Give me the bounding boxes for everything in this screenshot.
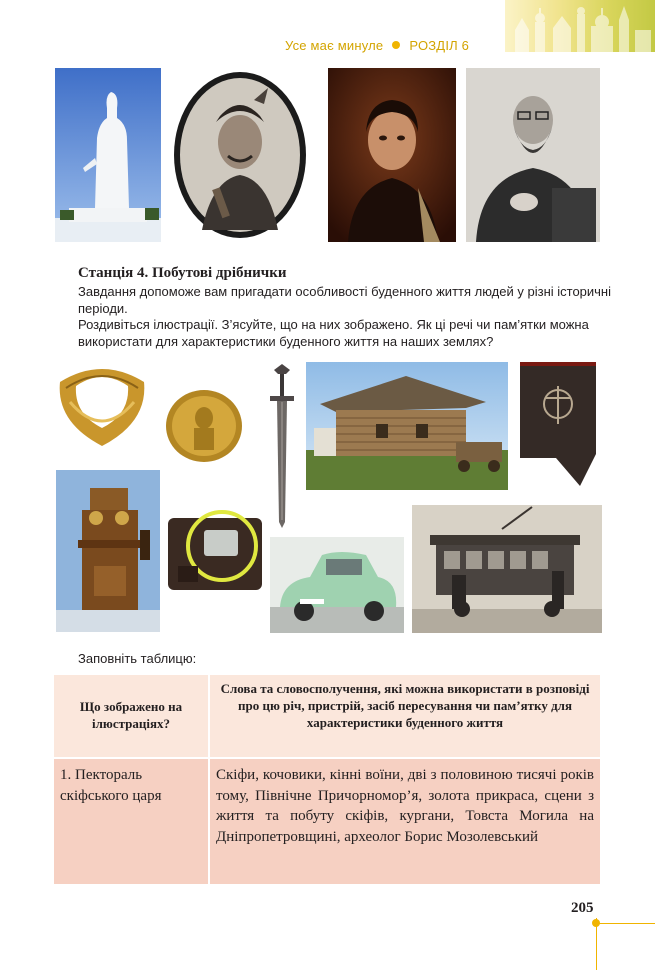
table-header-words: Слова та словосполучення, які можна використати в розповіді про цю річ, пристрій, засіб пересування чи пам’ятку для характеристики буденного життя bbox=[220, 681, 590, 730]
dot-icon bbox=[392, 41, 400, 49]
photo-banner-relic bbox=[516, 362, 600, 488]
task-paragraph-1: Завдання допоможе вам пригадати особливості буденного життя людей у різні історичні періоди. bbox=[78, 284, 611, 316]
table-row1-item: 1. Пектораль скіфського царя bbox=[60, 767, 162, 804]
chapter-topic: Усе має минуле bbox=[285, 38, 384, 53]
running-head bbox=[285, 38, 645, 53]
photo-wall-telephone bbox=[56, 470, 160, 632]
photo-bearded-man bbox=[466, 68, 600, 242]
photo-gold-coin bbox=[164, 388, 244, 464]
photo-pectoral bbox=[54, 362, 150, 448]
answer-table bbox=[54, 675, 600, 884]
photo-retro-car bbox=[270, 537, 404, 633]
page-number-rule bbox=[596, 923, 655, 924]
photo-monument bbox=[55, 68, 161, 242]
page-number: 205 bbox=[571, 900, 594, 916]
table-row1-words: Скіфи, кочовики, кінні воїни, дві з половиною тисячі років тому, Північне Причорномор’я, золота прикраса, сцени з життя та побуту скіфів, кургани, Товста Могила на Дніпропетровщині, археолог Борис Мозолевський bbox=[216, 767, 594, 845]
photo-woman-portrait bbox=[328, 68, 456, 242]
table-cell bbox=[210, 759, 600, 884]
table-header-cell bbox=[54, 675, 208, 757]
table-header-what: Що зображено на ілюстраціях? bbox=[79, 699, 183, 731]
fill-table-prompt: Заповніть таблицю: bbox=[78, 651, 197, 666]
photo-wooden-house bbox=[306, 362, 508, 490]
chapter-label: РОЗДІЛ 6 bbox=[409, 38, 470, 53]
photo-hetman-portrait bbox=[172, 70, 308, 240]
task-instructions bbox=[78, 284, 618, 350]
station-title: Станція 4. Побутові дрібнички bbox=[78, 265, 287, 281]
photo-sword bbox=[266, 362, 298, 528]
photo-horse-tram bbox=[412, 505, 602, 633]
table-header-cell bbox=[210, 675, 600, 757]
photo-old-tv bbox=[166, 506, 264, 594]
dot-icon bbox=[592, 919, 600, 927]
task-paragraph-2: Роздивіться ілюстрації. З’ясуйте, що на них зображено. Як ці речі чи пам’ятки можна використати для характеристики буденного життя на наших землях? bbox=[78, 317, 589, 349]
table-cell bbox=[54, 759, 208, 884]
